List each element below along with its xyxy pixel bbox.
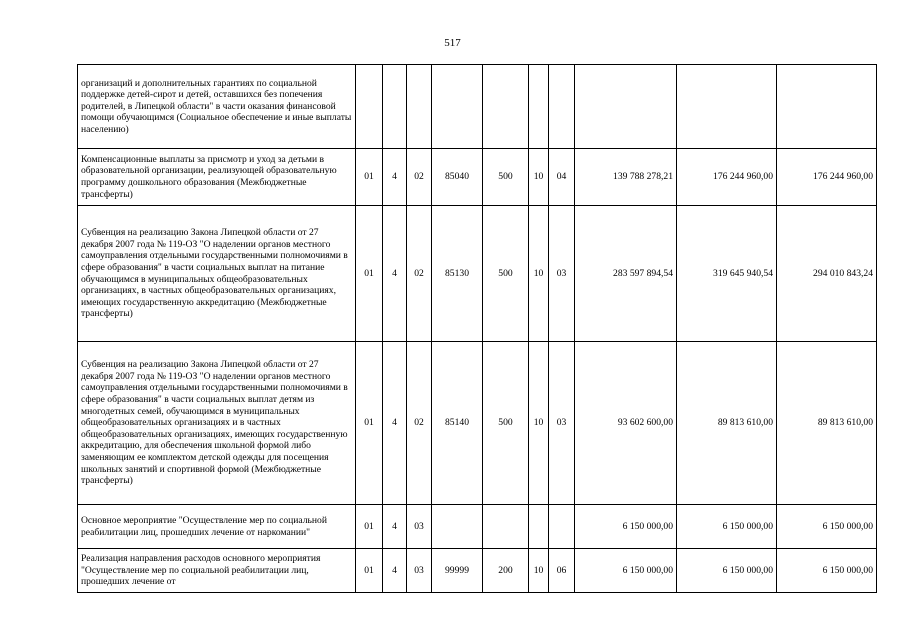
cell-amount-year3: 6 150 000,00 bbox=[777, 549, 877, 593]
cell-expense-type: 500 bbox=[483, 149, 529, 206]
cell-expense-type: 200 bbox=[483, 549, 529, 593]
cell-amount-year3: 176 244 960,00 bbox=[777, 149, 877, 206]
table-row bbox=[78, 206, 877, 342]
cell-amount-year3: 294 010 843,24 bbox=[777, 206, 877, 342]
cell-program: 01 bbox=[356, 549, 383, 593]
cell-subprogram: 4 bbox=[383, 549, 407, 593]
cell-expense-type bbox=[483, 65, 529, 149]
cell-program bbox=[356, 65, 383, 149]
cell-direction: 85130 bbox=[432, 206, 483, 342]
cell-subsection: 06 bbox=[549, 549, 575, 593]
table-row bbox=[78, 505, 877, 549]
cell-amount-year2: 89 813 610,00 bbox=[677, 342, 777, 505]
cell-section: 10 bbox=[529, 206, 549, 342]
cell-program: 01 bbox=[356, 505, 383, 549]
cell-direction bbox=[432, 505, 483, 549]
cell-expense-type bbox=[483, 505, 529, 549]
cell-subprogram: 4 bbox=[383, 206, 407, 342]
cell-direction: 85040 bbox=[432, 149, 483, 206]
cell-subsection: 03 bbox=[549, 342, 575, 505]
cell-amount-year1: 6 150 000,00 bbox=[575, 549, 677, 593]
cell-subprogram bbox=[383, 65, 407, 149]
cell-event: 02 bbox=[407, 149, 432, 206]
cell-amount-year1: 6 150 000,00 bbox=[575, 505, 677, 549]
table-row bbox=[78, 149, 877, 206]
cell-amount-year1: 93 602 600,00 bbox=[575, 342, 677, 505]
cell-event: 02 bbox=[407, 342, 432, 505]
row-description: Реализация направления расходов основного мероприятия "Осуществление мер по социальной реабилитации лиц, прошедших лечение от bbox=[78, 549, 356, 593]
cell-event: 02 bbox=[407, 206, 432, 342]
cell-direction: 99999 bbox=[432, 549, 483, 593]
cell-section: 10 bbox=[529, 549, 549, 593]
cell-direction bbox=[432, 65, 483, 149]
cell-subsection: 03 bbox=[549, 206, 575, 342]
row-description: Основное мероприятие "Осуществление мер по социальной реабилитации лиц, прошедших лечение от наркомании" bbox=[78, 505, 356, 549]
cell-amount-year2: 6 150 000,00 bbox=[677, 505, 777, 549]
cell-section: 10 bbox=[529, 342, 549, 505]
cell-subsection bbox=[549, 65, 575, 149]
cell-event: 03 bbox=[407, 505, 432, 549]
budget-table bbox=[77, 64, 877, 593]
cell-amount-year2: 6 150 000,00 bbox=[677, 549, 777, 593]
cell-subprogram: 4 bbox=[383, 149, 407, 206]
row-description: Субвенция на реализацию Закона Липецкой области от 27 декабря 2007 года № 119-ОЗ "О наделении органов местного самоуправления отдельными государственными полномочиями в сфере образования" в части социальных выплат детям из многодетных семей, обучающимся в муниципальных общеобразовательных организациях и в частных общеобразовательных организациях, имеющих государственную аккредитацию, для обеспечения школьной формой либо заменяющим ее комплектом детской одежды для посещения школьных занятий и спортивной формой (Межбюджетные трансферты) bbox=[78, 342, 356, 505]
cell-amount-year3: 89 813 610,00 bbox=[777, 342, 877, 505]
cell-subprogram: 4 bbox=[383, 342, 407, 505]
cell-program: 01 bbox=[356, 206, 383, 342]
page-number: 517 bbox=[444, 37, 461, 49]
cell-section bbox=[529, 65, 549, 149]
cell-section bbox=[529, 505, 549, 549]
cell-amount-year3 bbox=[777, 65, 877, 149]
cell-amount-year2 bbox=[677, 65, 777, 149]
cell-amount-year2: 176 244 960,00 bbox=[677, 149, 777, 206]
cell-amount-year2: 319 645 940,54 bbox=[677, 206, 777, 342]
row-description: организаций и дополнительных гарантиях по социальной поддержке детей-сирот и детей, оставшихся без попечения родителей, в Липецкой области" в части оказания финансовой помощи обучающимся (Социальное обеспечение и иные выплаты населению) bbox=[78, 65, 356, 149]
cell-event: 03 bbox=[407, 549, 432, 593]
cell-subprogram: 4 bbox=[383, 505, 407, 549]
table-row bbox=[78, 65, 877, 149]
row-description: Субвенция на реализацию Закона Липецкой области от 27 декабря 2007 года № 119-ОЗ "О наделении органов местного самоуправления отдельными государственными полномочиями в сфере образования" в части социальных выплат на питание обучающимся в муниципальных общеобразовательных организациях, в частных общеобразовательных организациях, имеющих государственную аккредитацию (Межбюджетные трансферты) bbox=[78, 206, 356, 342]
cell-amount-year1 bbox=[575, 65, 677, 149]
cell-amount-year3: 6 150 000,00 bbox=[777, 505, 877, 549]
cell-amount-year1: 283 597 894,54 bbox=[575, 206, 677, 342]
cell-subsection bbox=[549, 505, 575, 549]
cell-amount-year1: 139 788 278,21 bbox=[575, 149, 677, 206]
table-row bbox=[78, 342, 877, 505]
cell-subsection: 04 bbox=[549, 149, 575, 206]
cell-direction: 85140 bbox=[432, 342, 483, 505]
row-description: Компенсационные выплаты за присмотр и уход за детьми в образовательной организации, реализующей образовательную программу дошкольного образования (Межбюджетные трансферты) bbox=[78, 149, 356, 206]
cell-program: 01 bbox=[356, 342, 383, 505]
table-row bbox=[78, 549, 877, 593]
cell-section: 10 bbox=[529, 149, 549, 206]
cell-expense-type: 500 bbox=[483, 206, 529, 342]
cell-program: 01 bbox=[356, 149, 383, 206]
cell-event bbox=[407, 65, 432, 149]
cell-expense-type: 500 bbox=[483, 342, 529, 505]
